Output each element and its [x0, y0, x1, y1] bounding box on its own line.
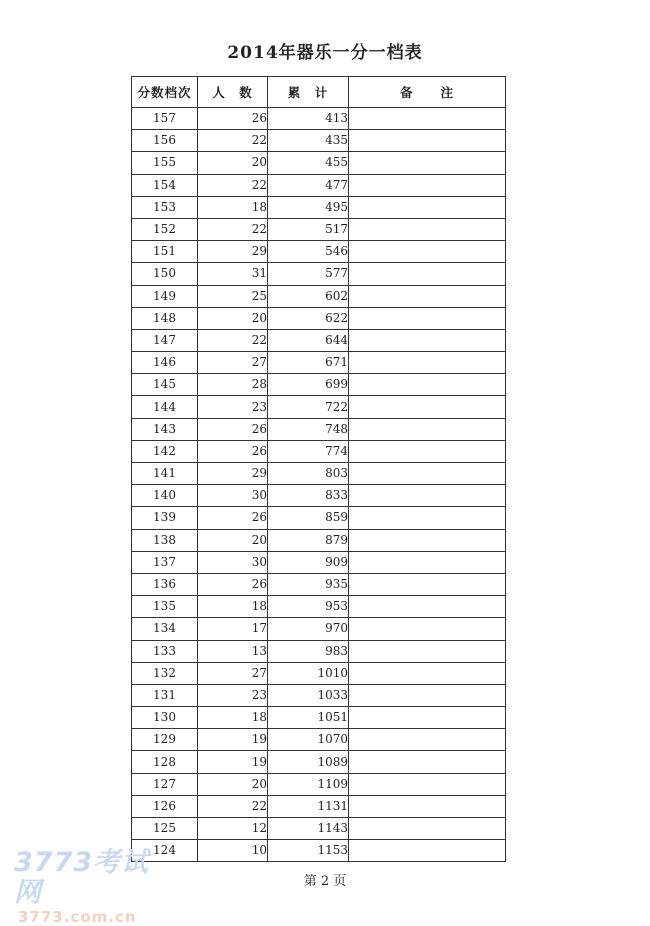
cell-score: 139: [132, 507, 198, 529]
cell-score: 137: [132, 551, 198, 573]
cell-cumulative: 774: [268, 440, 349, 462]
table-row: [132, 307, 506, 329]
cell-count: 29: [198, 463, 268, 485]
table-row: [132, 218, 506, 240]
cell-count: 26: [198, 418, 268, 440]
cell-count: 17: [198, 618, 268, 640]
cell-cumulative: 1051: [268, 707, 349, 729]
cell-note: [349, 196, 506, 218]
cell-note: [349, 352, 506, 374]
cell-note: [349, 418, 506, 440]
cell-note: [349, 241, 506, 263]
cell-score: 138: [132, 529, 198, 551]
page-title: 2014年器乐一分一档表: [227, 43, 423, 63]
table-row: [132, 329, 506, 351]
table-row: [132, 374, 506, 396]
header-count: 人 数: [198, 77, 268, 108]
cell-count: 29: [198, 241, 268, 263]
cell-note: [349, 684, 506, 706]
cell-note: [349, 662, 506, 684]
cell-count: 18: [198, 596, 268, 618]
cell-score: 156: [132, 130, 198, 152]
cell-cumulative: 935: [268, 573, 349, 595]
cell-count: 12: [198, 818, 268, 840]
cell-cumulative: 970: [268, 618, 349, 640]
cell-count: 23: [198, 684, 268, 706]
cell-cumulative: 644: [268, 329, 349, 351]
cell-cumulative: 909: [268, 551, 349, 573]
cell-count: 23: [198, 396, 268, 418]
table-row: [132, 684, 506, 706]
cell-count: 26: [198, 507, 268, 529]
cell-note: [349, 573, 506, 595]
cell-count: 13: [198, 640, 268, 662]
table-row: [132, 130, 506, 152]
cell-count: 20: [198, 529, 268, 551]
cell-count: 27: [198, 662, 268, 684]
table-row: [132, 440, 506, 462]
cell-count: 20: [198, 773, 268, 795]
table-row: [132, 818, 506, 840]
cell-note: [349, 218, 506, 240]
cell-note: [349, 773, 506, 795]
header-score-level: 分数档次: [132, 77, 198, 108]
cell-cumulative: 748: [268, 418, 349, 440]
cell-score: 144: [132, 396, 198, 418]
cell-score: 154: [132, 174, 198, 196]
cell-count: 19: [198, 729, 268, 751]
cell-count: 22: [198, 795, 268, 817]
cell-count: 30: [198, 485, 268, 507]
cell-count: 22: [198, 130, 268, 152]
cell-count: 26: [198, 440, 268, 462]
cell-cumulative: 435: [268, 130, 349, 152]
cell-note: [349, 507, 506, 529]
table-row: [132, 352, 506, 374]
cell-note: [349, 440, 506, 462]
cell-note: [349, 707, 506, 729]
cell-note: [349, 152, 506, 174]
table-row: [132, 152, 506, 174]
cell-cumulative: 495: [268, 196, 349, 218]
header-note: 备 注: [349, 77, 506, 108]
cell-score: 127: [132, 773, 198, 795]
cell-cumulative: 622: [268, 307, 349, 329]
cell-score: 153: [132, 196, 198, 218]
table-row: [132, 108, 506, 130]
cell-score: 142: [132, 440, 198, 462]
cell-count: 20: [198, 307, 268, 329]
cell-count: 31: [198, 263, 268, 285]
table-row: [132, 263, 506, 285]
cell-cumulative: 953: [268, 596, 349, 618]
table-row: [132, 529, 506, 551]
cell-score: 143: [132, 418, 198, 440]
table-row: [132, 618, 506, 640]
score-table: [131, 76, 506, 862]
cell-note: [349, 463, 506, 485]
table-row: [132, 662, 506, 684]
cell-note: [349, 307, 506, 329]
cell-score: 155: [132, 152, 198, 174]
cell-count: 28: [198, 374, 268, 396]
table-row: [132, 485, 506, 507]
cell-note: [349, 840, 506, 862]
cell-cumulative: 833: [268, 485, 349, 507]
table-row: [132, 729, 506, 751]
cell-cumulative: 879: [268, 529, 349, 551]
cell-score: 157: [132, 108, 198, 130]
cell-cumulative: 602: [268, 285, 349, 307]
cell-note: [349, 751, 506, 773]
table-row: [132, 418, 506, 440]
cell-score: 130: [132, 707, 198, 729]
table-row: [132, 596, 506, 618]
cell-cumulative: 1153: [268, 840, 349, 862]
cell-cumulative: 983: [268, 640, 349, 662]
cell-cumulative: 517: [268, 218, 349, 240]
cell-score: 146: [132, 352, 198, 374]
cell-score: 140: [132, 485, 198, 507]
cell-cumulative: 577: [268, 263, 349, 285]
cell-note: [349, 485, 506, 507]
cell-score: 136: [132, 573, 198, 595]
cell-score: 126: [132, 795, 198, 817]
cell-note: [349, 130, 506, 152]
table-row: [132, 707, 506, 729]
cell-cumulative: 671: [268, 352, 349, 374]
cell-count: 22: [198, 329, 268, 351]
cell-count: 19: [198, 751, 268, 773]
table-row: [132, 174, 506, 196]
cell-score: 141: [132, 463, 198, 485]
cell-cumulative: 1109: [268, 773, 349, 795]
cell-cumulative: 477: [268, 174, 349, 196]
watermark-url: 3773.com.cn: [18, 908, 137, 926]
cell-cumulative: 1143: [268, 818, 349, 840]
cell-cumulative: 413: [268, 108, 349, 130]
cell-cumulative: 546: [268, 241, 349, 263]
cell-score: 147: [132, 329, 198, 351]
page-number: 第 2 页: [303, 874, 347, 889]
cell-note: [349, 729, 506, 751]
table-row: [132, 285, 506, 307]
cell-note: [349, 396, 506, 418]
cell-score: 128: [132, 751, 198, 773]
table-row: [132, 507, 506, 529]
table-row: [132, 773, 506, 795]
table-row: [132, 840, 506, 862]
cell-score: 129: [132, 729, 198, 751]
table-row: [132, 396, 506, 418]
table-row: [132, 551, 506, 573]
cell-note: [349, 529, 506, 551]
header-cumulative: 累 计: [268, 77, 349, 108]
cell-score: 131: [132, 684, 198, 706]
cell-note: [349, 374, 506, 396]
cell-note: [349, 263, 506, 285]
cell-cumulative: 1089: [268, 751, 349, 773]
table-row: [132, 241, 506, 263]
cell-score: 124: [132, 840, 198, 862]
cell-note: [349, 618, 506, 640]
cell-count: 18: [198, 707, 268, 729]
cell-score: 135: [132, 596, 198, 618]
cell-score: 125: [132, 818, 198, 840]
table-row: [132, 463, 506, 485]
cell-note: [349, 285, 506, 307]
cell-count: 18: [198, 196, 268, 218]
cell-count: 20: [198, 152, 268, 174]
table-row: [132, 751, 506, 773]
cell-note: [349, 818, 506, 840]
watermark-brand: 3773考试网: [14, 847, 150, 908]
table-row: [132, 640, 506, 662]
cell-cumulative: 1131: [268, 795, 349, 817]
cell-count: 22: [198, 218, 268, 240]
cell-cumulative: 1033: [268, 684, 349, 706]
cell-score: 152: [132, 218, 198, 240]
cell-count: 26: [198, 108, 268, 130]
table-header-row: [132, 77, 506, 108]
cell-note: [349, 795, 506, 817]
cell-cumulative: 455: [268, 152, 349, 174]
cell-score: 150: [132, 263, 198, 285]
cell-cumulative: 859: [268, 507, 349, 529]
cell-cumulative: 803: [268, 463, 349, 485]
cell-note: [349, 640, 506, 662]
cell-cumulative: 1010: [268, 662, 349, 684]
cell-count: 26: [198, 573, 268, 595]
cell-count: 27: [198, 352, 268, 374]
cell-cumulative: 722: [268, 396, 349, 418]
cell-note: [349, 551, 506, 573]
cell-score: 132: [132, 662, 198, 684]
cell-count: 22: [198, 174, 268, 196]
cell-count: 25: [198, 285, 268, 307]
cell-note: [349, 596, 506, 618]
cell-score: 145: [132, 374, 198, 396]
table-body: [132, 108, 506, 862]
cell-score: 133: [132, 640, 198, 662]
cell-note: [349, 329, 506, 351]
cell-note: [349, 108, 506, 130]
table-row: [132, 573, 506, 595]
cell-score: 149: [132, 285, 198, 307]
cell-note: [349, 174, 506, 196]
cell-count: 10: [198, 840, 268, 862]
cell-score: 148: [132, 307, 198, 329]
cell-cumulative: 699: [268, 374, 349, 396]
cell-score: 151: [132, 241, 198, 263]
cell-score: 134: [132, 618, 198, 640]
table-row: [132, 795, 506, 817]
table-row: [132, 196, 506, 218]
cell-cumulative: 1070: [268, 729, 349, 751]
cell-count: 30: [198, 551, 268, 573]
